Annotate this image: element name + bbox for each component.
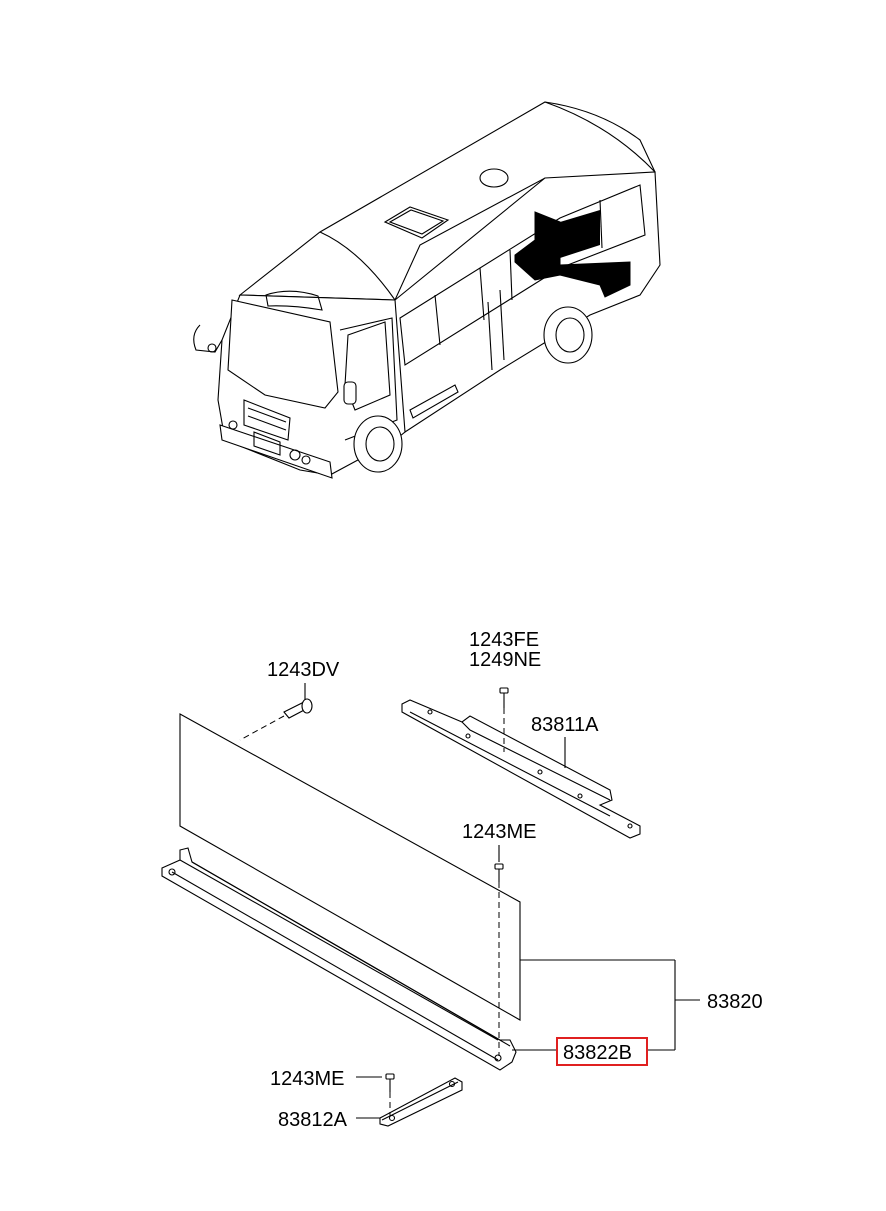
- label-1249ne[interactable]: 1249NE: [469, 649, 542, 671]
- label-83811a[interactable]: 83811A: [531, 714, 599, 736]
- top-rail-83811a: [402, 700, 640, 838]
- label-83812a[interactable]: 83812A: [278, 1109, 347, 1131]
- label-83822b[interactable]: 83822B: [563, 1042, 632, 1064]
- label-1243me-mid[interactable]: 1243ME: [462, 821, 537, 843]
- bolt-1243dv-icon: [240, 699, 312, 740]
- label-1243me-low[interactable]: 1243ME: [270, 1068, 345, 1090]
- bus-illustration: [194, 102, 660, 478]
- bracket-83812a: [380, 1078, 462, 1126]
- screw-1243me-low-icon: [386, 1074, 394, 1116]
- leader-lines: [356, 960, 700, 1118]
- label-1243dv[interactable]: 1243DV: [267, 659, 340, 681]
- label-1243fe[interactable]: 1243FE: [469, 629, 540, 651]
- label-83820[interactable]: 83820: [707, 991, 763, 1013]
